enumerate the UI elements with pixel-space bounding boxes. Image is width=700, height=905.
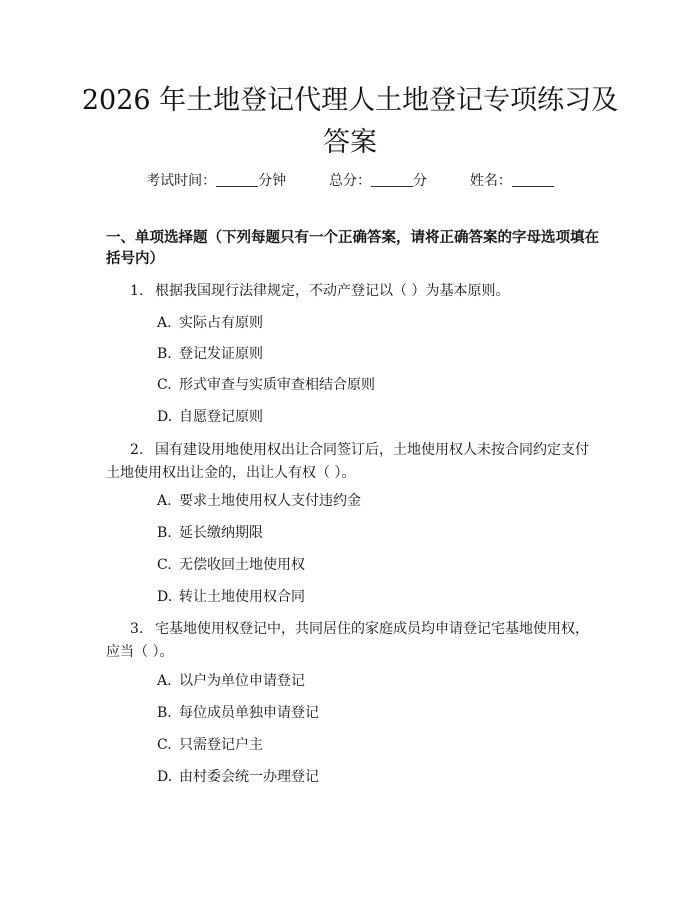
question-2: [106, 439, 602, 485]
question-1: [106, 280, 602, 303]
option-letter: D.: [157, 409, 173, 425]
option-text: 以户为单位申请登记: [179, 673, 305, 689]
option-letter: C.: [157, 737, 172, 753]
question-number: 1.: [130, 283, 144, 299]
exam-time-label: 考试时间：: [146, 173, 217, 189]
question-text: 宅基地使用权登记中，共同居住的家庭成员均申请登记宅基地使用权，应当（ ）。: [106, 621, 589, 660]
option-text: 无偿收回土地使用权: [179, 557, 305, 573]
total-score-label: 总分：: [329, 173, 371, 189]
option-text: 实际占有原则: [179, 315, 263, 331]
option-text: 自愿登记原则: [179, 409, 263, 425]
option-text: 转让土地使用权合同: [179, 589, 305, 605]
option-3b: [157, 703, 319, 723]
option-1a: [157, 313, 263, 333]
exam-time-blank: [216, 173, 258, 187]
name-label: 姓名：: [469, 173, 512, 189]
option-2d: [157, 587, 305, 607]
option-3d: [157, 767, 319, 787]
option-letter: C.: [157, 557, 172, 573]
option-text: 登记发证原则: [179, 346, 263, 362]
question-3: [106, 618, 602, 664]
question-number: 2.: [130, 442, 144, 458]
option-letter: A.: [157, 493, 172, 509]
exam-info-line: [0, 170, 700, 190]
option-text: 只需登记户主: [179, 737, 263, 753]
option-2a: [157, 491, 361, 511]
title-line-1: 2026 年土地登记代理人土地登记专项练习及: [81, 85, 619, 116]
option-3a: [157, 671, 305, 691]
option-text: 要求土地使用权人支付违约金: [179, 493, 361, 509]
option-letter: C.: [157, 377, 172, 393]
option-letter: D.: [157, 769, 173, 785]
title-line-2: 答案: [323, 127, 377, 158]
option-1c: [157, 375, 375, 395]
question-text: 国有建设用地使用权出让合同签订后，土地使用权人未按合同约定支付土地使用权出让金的，出让人有权（ ）。: [106, 442, 589, 481]
section-heading: 一、单项选择题（下列每题只有一个正确答案，请将正确答案的字母选项填在括号内）: [106, 230, 599, 267]
option-text: 形式审查与实质审查相结合原则: [179, 377, 375, 393]
option-2c: [157, 555, 305, 575]
option-2b: [157, 523, 263, 543]
option-text: 延长缴纳期限: [179, 525, 263, 541]
option-letter: B.: [157, 346, 172, 362]
option-letter: B.: [157, 525, 172, 541]
option-letter: A.: [157, 673, 172, 689]
name-blank: [512, 173, 554, 187]
option-3c: [157, 735, 263, 755]
question-text: 根据我国现行法律规定，不动产登记以（ ）为基本原则。: [155, 283, 510, 299]
option-text: 由村委会统一办理登记: [179, 769, 319, 785]
total-score-unit: 分: [413, 173, 427, 189]
option-letter: B.: [157, 705, 172, 721]
option-1d: [157, 407, 263, 427]
question-number: 3.: [130, 621, 144, 637]
option-text: 每位成员单独申请登记: [179, 705, 319, 721]
option-letter: A.: [157, 315, 172, 331]
total-score-blank: [371, 173, 413, 187]
option-1b: [157, 344, 263, 364]
document-title: [60, 80, 640, 164]
exam-time-unit: 分钟: [258, 173, 287, 189]
option-letter: D.: [157, 589, 173, 605]
